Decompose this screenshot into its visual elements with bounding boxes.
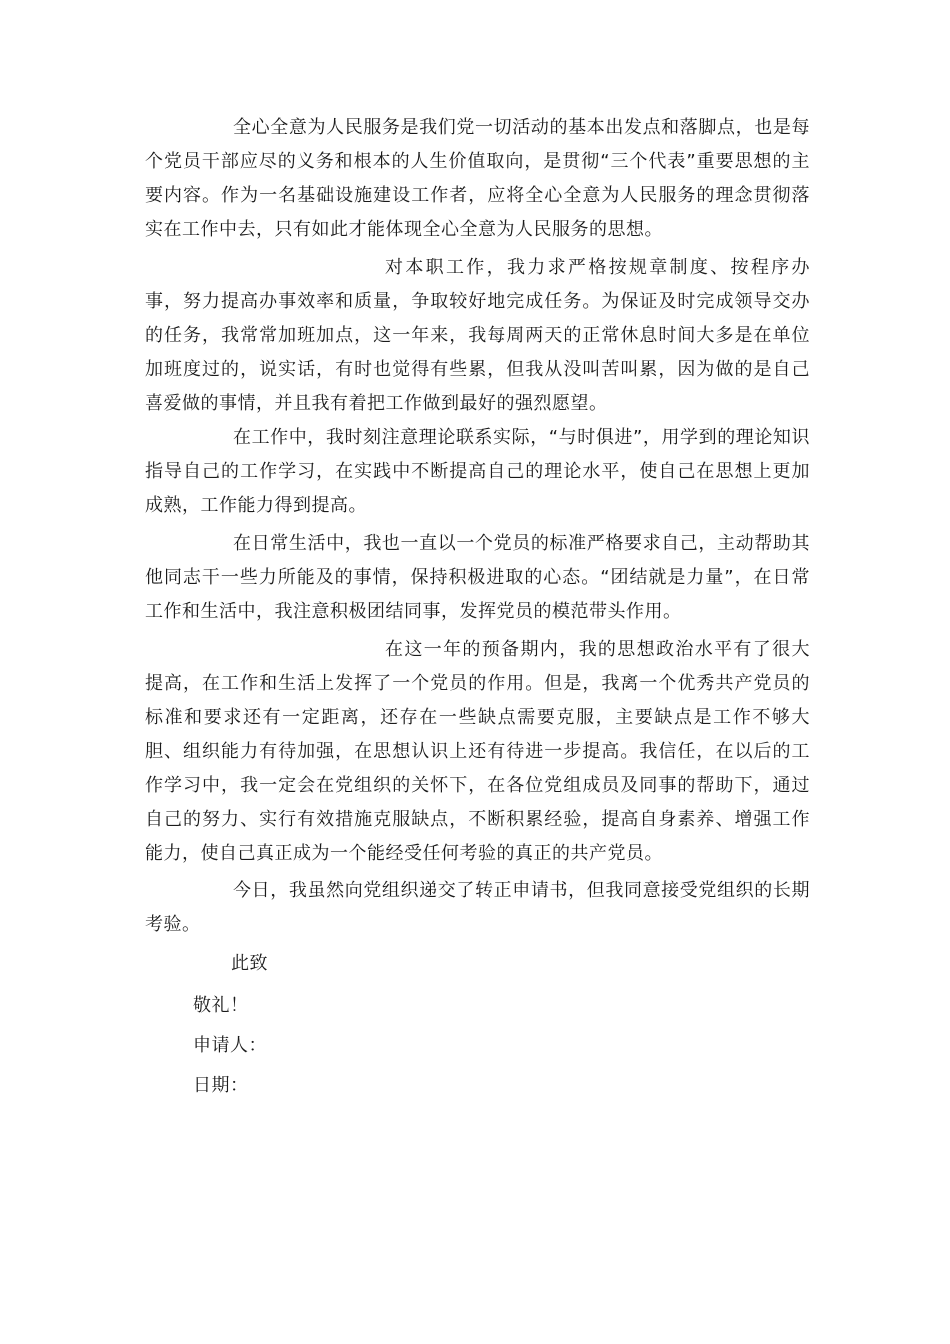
applicant-label: 申请人： [193,1035,267,1056]
date-label: 日期： [193,1075,249,1096]
paragraph-serve-people: 全心全意为人民服务是我们党一切活动的基本出发点和落脚点，也是每个党员干部应尽的义务和根本的人生价值取向，是贯彻“三个代表”重要思想的主要内容。作为一名基础设施建设工作者，应将全心全意为人民服务的理念贯彻落实在工作中去，只有如此才能体现全心全意为人民服务的思想。 [145,117,810,240]
paragraph-probation-review: 在这一年的预备期内，我的思想政治水平有了很大提高，在工作和生活上发挥了一个党员的作用。但是，我离一个优秀共产党员的标准和要求还有一定距离，还存在一些缺点需要克服，主要缺点是工作不够大胆、组织能力有待加强，在思想认识上还有待进一步提高。我信任，在以后的工作学习中，我一定会在党组织的关怀下，在各位党组成员及同事的帮助下，通过自己的努力、实行有效措施克服缺点，不断积累经验，提高自身素养、增强工作能力，使自己真正成为一个能经受任何考验的真正的共产党员。 [145,639,810,864]
paragraph-daily-life: 在日常生活中，我也一直以一个党员的标准严格要求自己，主动帮助其他同志干一些力所能及的事情，保持积极进取的心态。“团结就是力量”，在日常工作和生活中，我注意积极团结同事，发挥党员的模范带头作用。 [145,533,810,622]
paragraph-theory-practice: 在工作中，我时刻注意理论联系实际，“与时俱进”，用学到的理论知识指导自己的工作学习，在实践中不断提高自己的理论水平，使自己在思想上更加成熟，工作能力得到提高。 [145,427,810,516]
salute-text: 敬礼！ [193,995,249,1016]
paragraph-application: 今日，我虽然向党组织递交了转正申请书，但我同意接受党组织的长期考验。 [145,880,810,935]
paragraph-job-duty: 对本职工作，我力求严格按规章制度、按程序办事，努力提高办事效率和质量，争取较好地完成任务。为保证及时完成领导交办的任务，我常常加班加点，这一年来，我每周两天的正常休息时间大多是在单位加班度过的，说实话，有时也觉得有些累，但我从没叫苦叫累，因为做的是自己喜爱做的事情，并且我有着把工作做到最好的强烈愿望。 [145,257,810,414]
closing-text: 此致 [231,953,268,974]
